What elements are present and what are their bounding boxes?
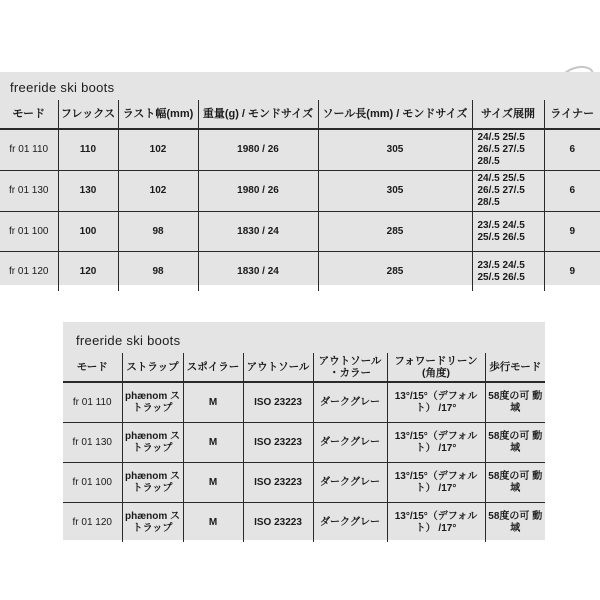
cell: phænom ストラップ	[122, 423, 183, 463]
cell: 24/.5 25/.5 26/.5 27/.5 28/.5	[472, 171, 544, 212]
table-row	[63, 463, 545, 503]
spec-table-features	[63, 353, 545, 542]
cell: phænom ストラップ	[122, 463, 183, 503]
cell: 58度の可 動域	[485, 463, 545, 503]
cell: ISO 23223	[243, 382, 313, 423]
table-row	[0, 129, 600, 171]
cell: 130	[58, 171, 118, 212]
table-row	[0, 252, 600, 292]
column-header: モード	[63, 353, 122, 382]
cell: 6	[544, 171, 600, 212]
cell: 13°/15°（デフォルト） /17°	[387, 423, 485, 463]
cell: 58度の可 動域	[485, 382, 545, 423]
cell: 102	[118, 129, 198, 171]
cell: ISO 23223	[243, 503, 313, 543]
cell: M	[183, 503, 243, 543]
cell: 1830 / 24	[198, 252, 318, 292]
table-row	[63, 423, 545, 463]
column-header: アウトソール	[243, 353, 313, 382]
cell: M	[183, 463, 243, 503]
cell: 305	[318, 129, 472, 171]
spec-table-dimensions	[0, 100, 600, 291]
cell: 120	[58, 252, 118, 292]
spec-panel-dimensions	[0, 72, 600, 285]
column-header: ソール長(mm) / モンドサイズ	[318, 100, 472, 129]
cell: 98	[118, 212, 198, 252]
table-row	[0, 212, 600, 252]
cell: 13°/15°（デフォルト） /17°	[387, 503, 485, 543]
cell: 23/.5 24/.5 25/.5 26/.5	[472, 252, 544, 292]
cell: 6	[544, 129, 600, 171]
cell: 1980 / 26	[198, 129, 318, 171]
cell: 23/.5 24/.5 25/.5 26/.5	[472, 212, 544, 252]
cell: 102	[118, 171, 198, 212]
table-row	[0, 171, 600, 212]
cell: 285	[318, 252, 472, 292]
table2-title: freeride ski boots	[76, 333, 181, 348]
column-header: モード	[0, 100, 58, 129]
table-body	[63, 382, 545, 542]
column-header: ライナー	[544, 100, 600, 129]
cell: fr 01 120	[63, 503, 122, 543]
cell: fr 01 110	[72, 396, 112, 408]
table-body	[0, 129, 600, 291]
cell: fr 01 110	[9, 144, 49, 155]
column-header: 重量(g) / モンドサイズ	[198, 100, 318, 129]
spec-panel-features	[63, 322, 545, 540]
cell: 58度の可 動域	[485, 423, 545, 463]
cell: 110	[58, 129, 118, 171]
cell: 58度の可 動域	[485, 503, 545, 543]
cell: 285	[318, 212, 472, 252]
cell: fr 01 100	[0, 212, 58, 252]
cell: 305	[318, 171, 472, 212]
column-header: スポイラー	[183, 353, 243, 382]
column-header: サイズ展開	[472, 100, 544, 129]
cell: 98	[118, 252, 198, 292]
cell: ダークグレー	[313, 423, 387, 463]
table-row	[63, 503, 545, 543]
table1-title: freeride ski boots	[10, 80, 115, 95]
cell: 1980 / 26	[198, 171, 318, 212]
column-header: ラスト幅(mm)	[118, 100, 198, 129]
cell: fr 01 130	[0, 171, 58, 212]
cell: 13°/15°（デフォルト） /17°	[387, 382, 485, 423]
column-header: ストラップ	[122, 353, 183, 382]
cell: 9	[544, 252, 600, 292]
column-header: アウトソール ・カラー	[313, 353, 387, 382]
cell: phænom ストラップ	[122, 382, 183, 423]
header-row	[63, 353, 545, 382]
cell: 24/.5 25/.5 26/.5 27/.5 28/.5	[472, 129, 544, 171]
cell: fr 01 100	[63, 463, 122, 503]
column-header: 歩行モード	[485, 353, 545, 382]
table-row	[63, 382, 545, 423]
cell: ISO 23223	[243, 463, 313, 503]
cell: 1830 / 24	[198, 212, 318, 252]
cell: ダークグレー	[313, 463, 387, 503]
cell: ダークグレー	[313, 382, 387, 423]
column-header: フレックス	[58, 100, 118, 129]
cell: phænom ストラップ	[122, 503, 183, 543]
cell: 13°/15°（デフォルト） /17°	[387, 463, 485, 503]
cell: fr 01 130	[63, 423, 122, 463]
column-header: フォワードリーン (角度)	[387, 353, 485, 382]
cell: 100	[58, 212, 118, 252]
cell: ダークグレー	[313, 503, 387, 543]
cell: 9	[544, 212, 600, 252]
header-row	[0, 100, 600, 129]
cell: M	[183, 423, 243, 463]
cell: ISO 23223	[243, 423, 313, 463]
cell: fr 01 120	[0, 252, 58, 292]
cell: M	[183, 382, 243, 423]
